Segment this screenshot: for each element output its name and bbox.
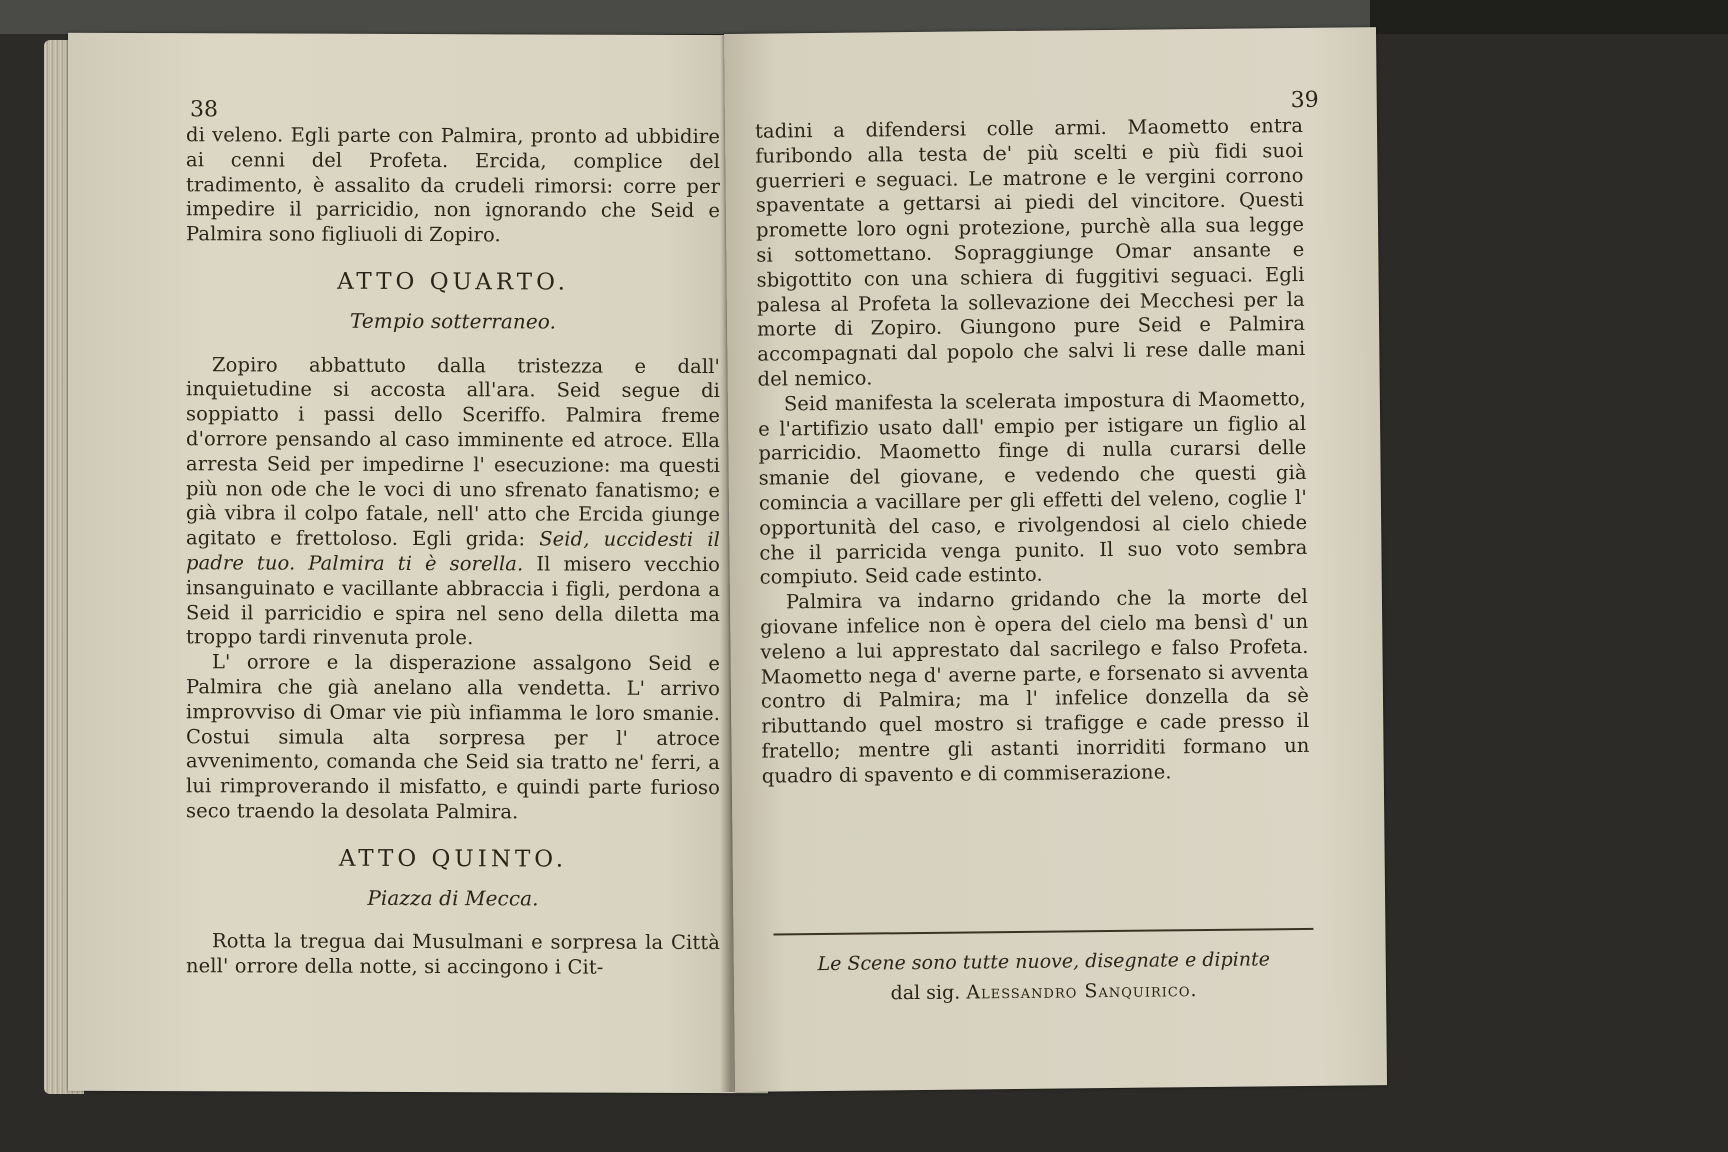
- page-number-right: 39: [1290, 87, 1319, 114]
- act-four-p1-text-end: Il misero vecchio insanguinato e vacillante abbraccia i figli, perdona a Seid il parricidio e spira nel seno della diletta ma troppo tardi rinvenuta prole.: [186, 552, 720, 650]
- open-book: [44, 34, 1380, 1098]
- right-paragraph-3: Palmira va indarno gridando che la morte del giovane infelice non è opera del cielo ma bensì d' un veleno a lui apprestato dal sacrilego e falso Profeta. Maometto nega d' averne parte, e forsenato si avventa contro di Palmira; ma l' infelice donzella da sè ributtando quel mostro si trafigge e cade presso il fratello; mentre gli astanti inorriditi formano un quadro di spavento e di commiserazione.: [760, 585, 1310, 788]
- right-paragraph-1: tadini a difendersi colle armi. Maometto entra furibondo alla testa de' più scelti e più fidi suoi guerrieri e seguaci. Le matrone e le vergini corrono spaventate a gettarsi ai piedi del vincitore. Questi promette loro ogni protezione, purchè alla sua legge si sottomettano. Sopraggiunge Omar ansante e sbigottito con una schiera di fuggitivi seguaci. Egli palesa al Profeta la sollevazione dei Mecchesi per la morte di Zopiro. Giungono pure Seid e Palmira accompagnati dal popolo che salvi li rese dalle mani del nemico.: [754, 113, 1306, 391]
- act-four-setting: Tempio sotterraneo.: [349, 308, 557, 334]
- left-page-text: [186, 123, 720, 981]
- credit-prefix: dal sig.: [890, 981, 961, 1005]
- scan-background-corner: [1370, 0, 1728, 34]
- scenery-credit: [754, 944, 1335, 1010]
- separator-rule: [773, 928, 1313, 936]
- act-four-paragraph-1: [186, 353, 720, 652]
- right-page-text: [755, 114, 1310, 789]
- act-five-heading: ATTO QUINTO.: [338, 845, 568, 873]
- credit-line-2: [754, 974, 1334, 1010]
- act-five-setting: Piazza di Mecca.: [367, 885, 539, 910]
- act-five-paragraph-1: Rotta la tregua dai Musulmani e sorpresa la Città nell' orrore della notte, si accingono i Cit-: [186, 929, 720, 979]
- act-four-heading: ATTO QUARTO.: [337, 268, 569, 296]
- act-four-p1-quote: Seid, uccidesti il padre tuo. Palmira ti è sorella.: [186, 527, 720, 576]
- page-number-left: 38: [190, 97, 218, 123]
- intro-paragraph: di veleno. Egli parte con Palmira, pronto ad ubbidire ai cenni del Profeta. Ercida, complice del tradimento, è assalito da crudeli rimorsi: corre per impedire il parricidio, non ignorando che Seid e Palmira sono figliuoli di Zopiro.: [186, 123, 720, 247]
- act-four-p1-text: Zopiro abbattuto dalla tristezza e dall' inquietudine si accosta all'ara. Seid segue di soppiatto i passi dello Sceriffo. Palmira freme d'orrore pensando al caso imminente ed atroce. Ella arresta Seid per impedirne l' esecuzione: ma questi più non ode che le voci di uno sfrenato fanatismo; e già vibra il colpo fatale, nell' atto che Ercida giunge agitato e frettoloso. Egli grida:: [186, 352, 720, 551]
- left-page: [68, 33, 768, 1093]
- credit-name: Alessandro Sanquirico.: [966, 979, 1198, 1004]
- right-paragraph-2: Seid manifesta la scelerata impostura di Maometto, e l'artifizio usato dall' empio per istigare un figlio al parricidio. Maometto finge di nulla curarsi delle smanie del giovane, e vedendo che questi già comincia a vacillare per gli effetti del veleno, coglie l' opportunità del caso, e rivolgendosi al cielo chiede che il parricida venga punito. Il suo voto sembra compiuto. Seid cade estinto.: [758, 386, 1308, 589]
- act-four-paragraph-2: L' orrore e la disperazione assalgono Seid e Palmira che già anelano alla vendetta. L' arrivo improvviso di Omar vie più infiamma le loro smanie. Costui simula alta sorpresa per l' atroce avvenimento, comanda che Seid sia tratto ne' ferri, a lui rimproverando il misfatto, e quindi parte furioso seco traendo la desolata Palmira.: [186, 650, 720, 824]
- right-page: [724, 27, 1387, 1092]
- credit-line-1: Le Scene sono tutte nuove, disegnate e dipinte: [817, 948, 1271, 976]
